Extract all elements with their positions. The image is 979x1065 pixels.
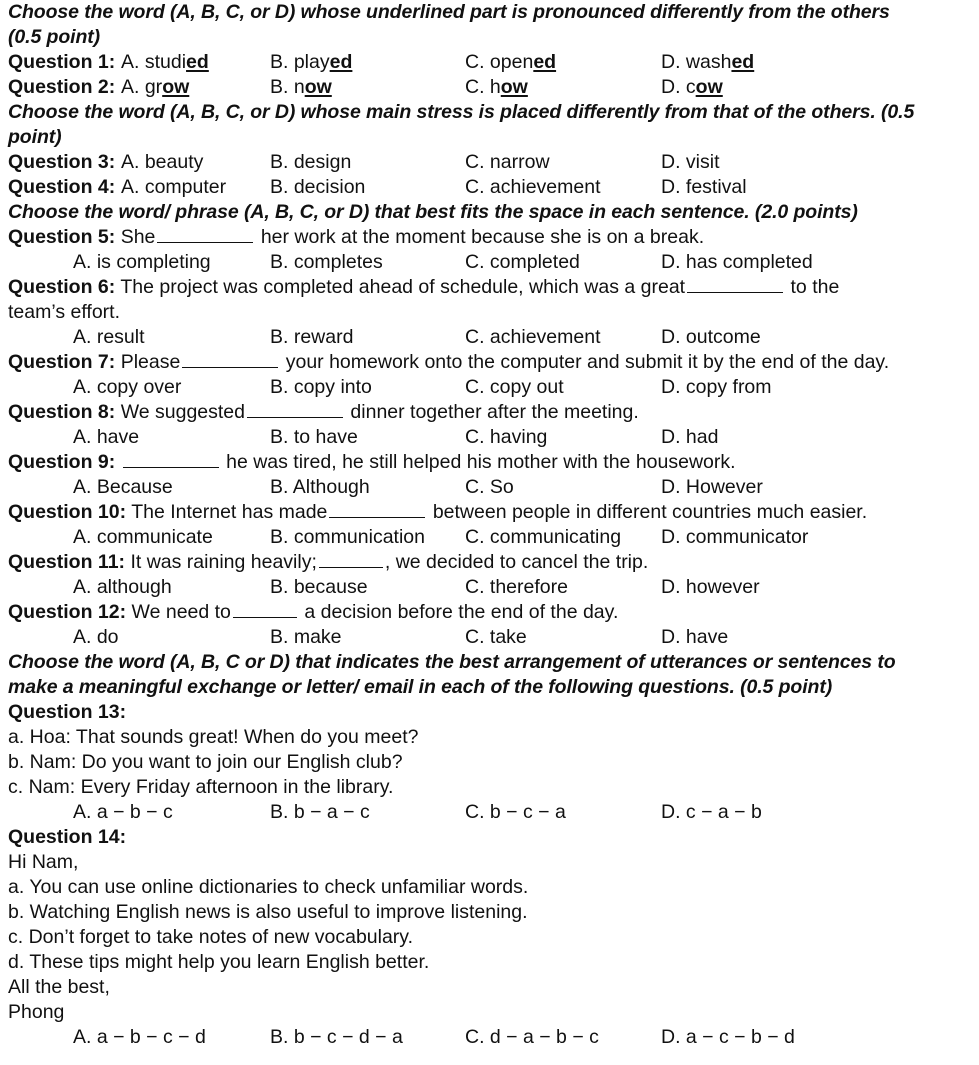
option-a[interactable]: A. do <box>73 626 119 648</box>
option-b[interactable]: B. completes <box>270 251 383 273</box>
letter-greeting: Hi Nam, <box>8 851 79 873</box>
question-11-stem: Question 11: It was raining heavily; , we decided to cancel the trip. <box>8 551 649 573</box>
question-9-options <box>8 475 979 500</box>
option-b[interactable]: B. copy into <box>270 376 372 398</box>
letter-line-c: c. Don’t forget to take notes of new vocabulary. <box>8 926 414 948</box>
question-7-stem: Question 7: Please your homework onto the computer and submit it by the end of the day. <box>8 351 890 373</box>
question-3 <box>8 150 979 175</box>
instruction-pronunciation-points: (0.5 point) <box>8 26 101 48</box>
instruction-arrangement: Choose the word (A, B, C or D) that indicates the best arrangement of utterances or sentences to <box>8 651 896 673</box>
option-b[interactable]: B. now <box>270 76 332 98</box>
question-9-stem: Question 9: he was tired, he still helped his mother with the housework. <box>8 451 736 473</box>
option-b[interactable]: B. Although <box>270 476 370 498</box>
option-b[interactable]: B. decision <box>270 176 366 198</box>
option-a[interactable]: A. result <box>73 326 145 348</box>
option-b[interactable]: B. make <box>270 626 342 648</box>
option-a[interactable]: A. studied <box>121 51 209 73</box>
question-label: Question 8: <box>8 401 116 423</box>
letter-line-b: b. Watching English news is also useful to improve listening. <box>8 901 528 923</box>
question-14-label: Question 14: <box>8 826 127 848</box>
question-label: Question 11: <box>8 551 126 573</box>
question-4 <box>8 175 979 200</box>
dialogue-line-c: c. Nam: Every Friday afternoon in the library. <box>8 776 394 798</box>
option-a[interactable]: A. is completing <box>73 251 211 273</box>
option-b[interactable]: B. b − c − d − a <box>270 1026 403 1048</box>
dialogue-line-b: b. Nam: Do you want to join our English club? <box>8 751 403 773</box>
option-c[interactable]: C. take <box>465 626 527 648</box>
answer-blank[interactable] <box>233 600 297 618</box>
question-2 <box>8 75 979 100</box>
question-label: Question 7: <box>8 351 116 373</box>
instruction-arrangement-continued: make a meaningful exchange or letter/ email in each of the following questions. (0.5 point) <box>8 676 833 698</box>
option-d[interactable]: D. c − a − b <box>661 801 762 823</box>
question-label: Question 12: <box>8 601 127 623</box>
option-a[interactable]: A. computer <box>121 176 227 198</box>
answer-blank[interactable] <box>687 275 783 293</box>
option-a[interactable]: A. Because <box>73 476 173 498</box>
option-c[interactable]: C. So <box>465 476 514 498</box>
letter-line-d: d. These tips might help you learn English better. <box>8 951 430 973</box>
option-c[interactable]: C. achievement <box>465 326 601 348</box>
option-b[interactable]: B. b − a − c <box>270 801 370 823</box>
answer-blank[interactable] <box>157 225 253 243</box>
answer-blank[interactable] <box>247 400 343 418</box>
instruction-stress: Choose the word (A, B, C, or D) whose main stress is placed differently from that of the others. (0.5 <box>8 101 915 123</box>
dialogue-line-a: a. Hoa: That sounds great! When do you meet? <box>8 726 419 748</box>
option-a[interactable]: A. a − b − c <box>73 801 173 823</box>
option-a[interactable]: A. communicate <box>73 526 213 548</box>
question-label: Question 9: <box>8 451 116 473</box>
question-8-options <box>8 425 979 450</box>
option-d[interactable]: D. have <box>661 626 729 648</box>
option-b[interactable]: B. because <box>270 576 368 598</box>
option-b[interactable]: B. communication <box>270 526 425 548</box>
option-d[interactable]: D. washed <box>661 51 755 73</box>
question-6-stem-continued: team’s effort. <box>8 301 121 323</box>
letter-signature: Phong <box>8 1001 65 1023</box>
answer-blank[interactable] <box>182 350 278 368</box>
option-c[interactable]: C. therefore <box>465 576 568 598</box>
question-5-options <box>8 250 979 275</box>
question-6-stem: Question 6: The project was completed ahead of schedule, which was a great to the <box>8 276 840 298</box>
option-d[interactable]: D. communicator <box>661 526 809 548</box>
option-c[interactable]: C. having <box>465 426 548 448</box>
option-d[interactable]: D. However <box>661 476 763 498</box>
question-10-stem: Question 10: The Internet has made between people in different countries much easier. <box>8 501 868 523</box>
option-d[interactable]: D. had <box>661 426 719 448</box>
answer-blank[interactable] <box>123 450 219 468</box>
question-13-label: Question 13: <box>8 701 127 723</box>
option-b[interactable]: B. played <box>270 51 353 73</box>
question-6-options <box>8 325 979 350</box>
question-12-stem: Question 12: We need to a decision before the end of the day. <box>8 601 619 623</box>
question-1 <box>8 50 979 75</box>
option-b[interactable]: B. design <box>270 151 352 173</box>
question-label: Question 10: <box>8 501 127 523</box>
option-b[interactable]: B. to have <box>270 426 358 448</box>
option-c[interactable]: C. achievement <box>465 176 601 198</box>
instruction-fill: Choose the word/ phrase (A, B, C, or D) that best fits the space in each sentence. (2.0 points) <box>8 201 858 223</box>
option-a[interactable]: A. although <box>73 576 172 598</box>
option-d[interactable]: D. has completed <box>661 251 813 273</box>
question-13-options <box>8 800 979 825</box>
question-label: Question 6: <box>8 276 116 298</box>
option-c[interactable]: C. communicating <box>465 526 622 548</box>
question-label: Question 3: <box>8 151 116 173</box>
letter-closing: All the best, <box>8 976 110 998</box>
option-c[interactable]: C. d − a − b − c <box>465 1026 599 1048</box>
instruction-stress-points: point) <box>8 126 62 148</box>
option-a[interactable]: A. grow <box>121 76 190 98</box>
question-12-options <box>8 625 979 650</box>
question-11-options <box>8 575 979 600</box>
option-b[interactable]: B. reward <box>270 326 354 348</box>
option-a[interactable]: A. have <box>73 426 140 448</box>
option-c[interactable]: C. copy out <box>465 376 564 398</box>
option-d[interactable]: D. visit <box>661 151 720 173</box>
question-5-stem: Question 5: She her work at the moment because she is on a break. <box>8 226 705 248</box>
question-8-stem: Question 8: We suggested dinner together after the meeting. <box>8 401 639 423</box>
question-7-options <box>8 375 979 400</box>
answer-blank[interactable] <box>319 550 383 568</box>
answer-blank[interactable] <box>329 500 425 518</box>
option-c[interactable]: C. how <box>465 76 528 98</box>
question-label: Question 4: <box>8 176 116 198</box>
option-d[interactable]: D. festival <box>661 176 747 198</box>
option-d[interactable]: D. copy from <box>661 376 772 398</box>
worksheet <box>8 0 979 1050</box>
question-label: Question 1: <box>8 51 116 73</box>
option-d[interactable]: D. however <box>661 576 760 598</box>
option-c[interactable]: C. b − c − a <box>465 801 566 823</box>
option-a[interactable]: A. beauty <box>121 151 204 173</box>
option-c[interactable]: C. completed <box>465 251 580 273</box>
option-c[interactable]: C. opened <box>465 51 557 73</box>
instruction-pronunciation: Choose the word (A, B, C, or D) whose underlined part is pronounced differently from the others <box>8 1 890 23</box>
question-label: Question 2: <box>8 76 116 98</box>
letter-line-a: a. You can use online dictionaries to check unfamiliar words. <box>8 876 529 898</box>
option-d[interactable]: D. a − c − b − d <box>661 1026 795 1048</box>
option-d[interactable]: D. outcome <box>661 326 761 348</box>
question-label: Question 5: <box>8 226 116 248</box>
question-10-options <box>8 525 979 550</box>
question-14-options <box>8 1025 979 1050</box>
option-a[interactable]: A. a − b − c − d <box>73 1026 206 1048</box>
option-c[interactable]: C. narrow <box>465 151 550 173</box>
option-d[interactable]: D. cow <box>661 76 723 98</box>
option-a[interactable]: A. copy over <box>73 376 182 398</box>
